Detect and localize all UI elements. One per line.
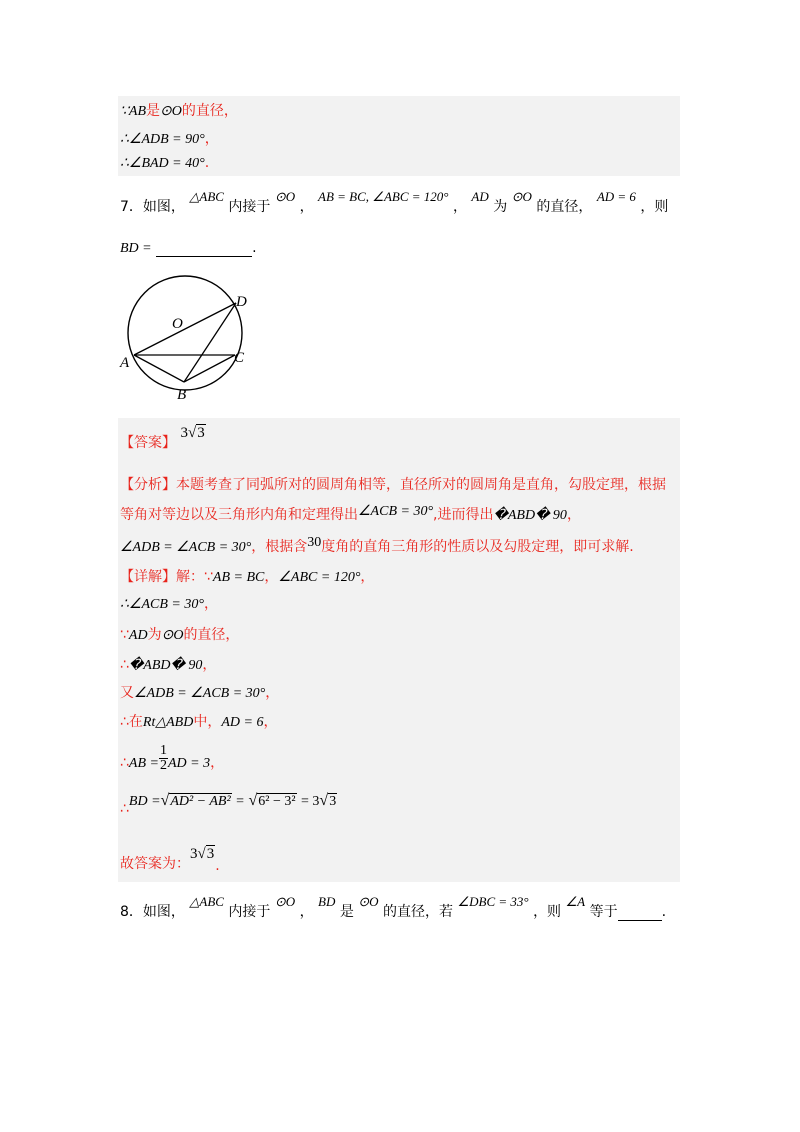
prev-solution-line-2: ∴∠ADB = 90°， (120, 131, 219, 147)
detail-line-5: 又∠ADB = ∠ACB = 30°， (120, 685, 280, 701)
question-7-blank-line: BD = . (120, 240, 257, 256)
circle-o (128, 276, 242, 390)
detail-line-3: ∵AD为⊙O的直径， (120, 627, 240, 643)
detail-line-9: 故答案为：3√3. (120, 846, 220, 874)
answer-blank[interactable] (156, 242, 252, 257)
segment-ad (134, 303, 236, 355)
circle-figure (118, 275, 278, 405)
detail-line-7: ∴AB = $\frac{1}{2}$ AD = 3， (120, 743, 225, 773)
analysis-line-2: 等角对等边以及三角形内角和定理得出∠ACB = 30°,进而得出�ABD� 90， (120, 504, 581, 523)
label-c: C (234, 350, 245, 366)
detail-line-6: ∴在Rt△ABD中，AD = 6， (120, 714, 278, 730)
detail-line-1: 【详解】解：∵AB = BC，∠ABC = 120°， (120, 569, 375, 585)
answer-line: 【答案】 3√3 (120, 425, 205, 451)
fraction-one-half: $\frac{1}{2}$ (159, 743, 167, 773)
analysis-line-1: 【分析】本题考查了同弧所对的圆周角相等，直径所对的圆周角是直角，勾股定理，根据 (120, 477, 666, 493)
question-8-stem: 8．如图， △ABC 内接于 ⊙O ， BD 是 ⊙O 的直径，若 ∠DBC = 33° ，则 ∠A 等于 . (120, 894, 667, 920)
label-b: B (177, 387, 187, 403)
prev-solution-line-1: ∵AB是⊙O的直径， (120, 103, 238, 119)
detail-line-4: ∴�ABD� 90， (120, 657, 217, 673)
segment-bc (184, 355, 235, 382)
label-d: D (236, 294, 247, 310)
analysis-line-3: ∠ADB = ∠ACB = 30°，根据含30度角的直角三角形的性质以及勾股定理，即可求解. (120, 535, 634, 555)
label-a: A (120, 355, 130, 371)
answer-blank-q8[interactable] (618, 906, 662, 921)
detail-line-8: ∴BD =√AD² − AB² = √6² − 3² = 3√3 (120, 792, 337, 817)
segment-ab (134, 355, 184, 382)
prev-solution-line-3: ∴∠BAD = 40°. (120, 155, 210, 171)
question-7-stem: 7．如图， △ABC 内接于 ⊙O ， AB = BC, ∠ABC = 120° ， AD 为 ⊙O 的直径， AD = 6 ，则 (120, 189, 669, 215)
detail-line-2: ∴∠ACB = 30°， (120, 596, 218, 612)
label-o: O (172, 316, 183, 332)
